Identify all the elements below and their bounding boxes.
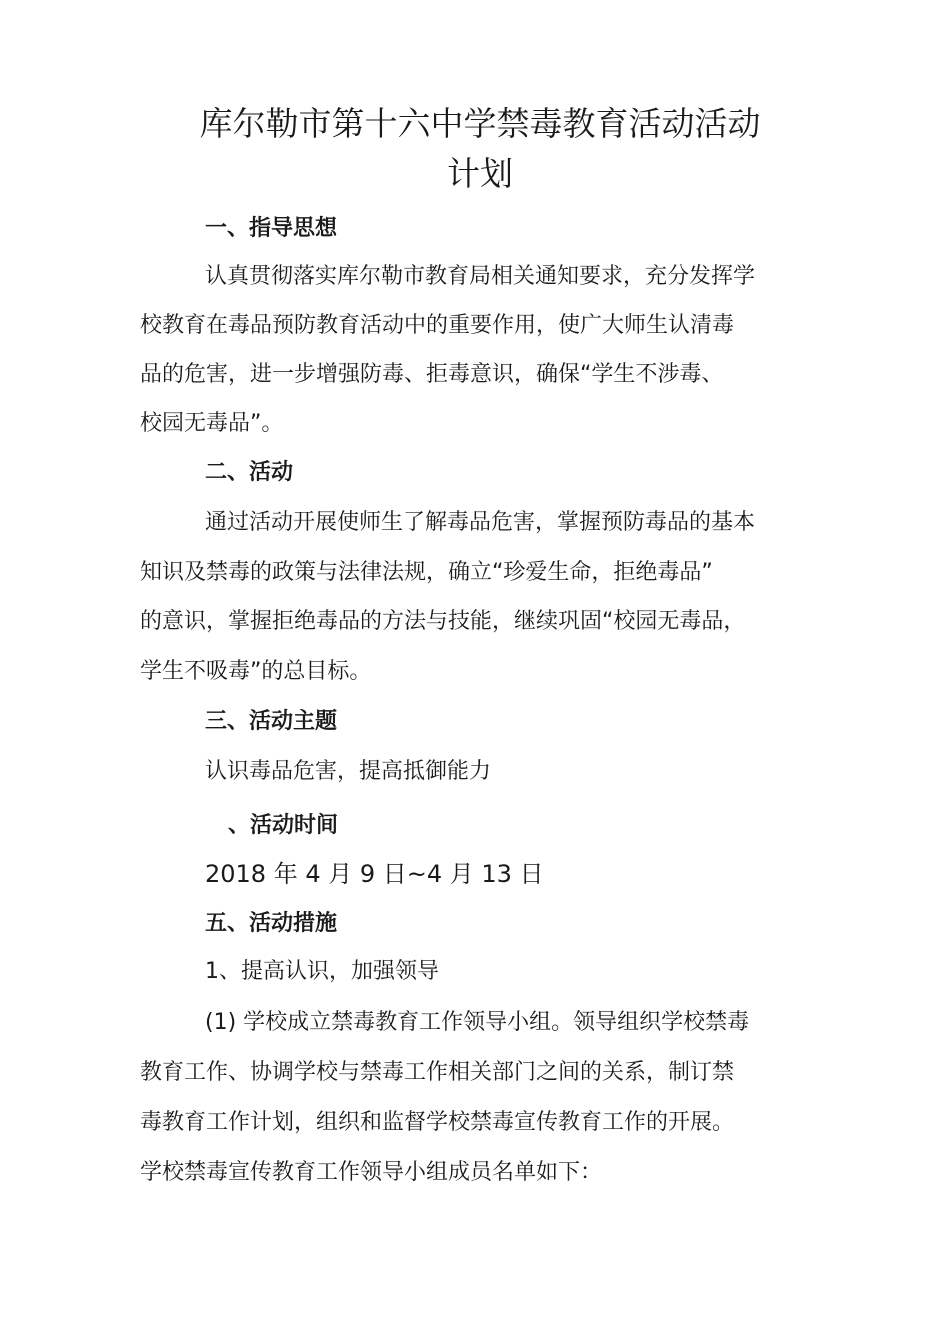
section-5-paragraph-line: 学校禁毒宣传教育工作领导小组成员名单如下： xyxy=(140,1160,603,1185)
section-2-paragraph-line: 知识及禁毒的政策与法律法规，确立“珍爱生命，拒绝毒品” xyxy=(140,560,713,585)
section-1-paragraph-line: 品的危害，进一步增强防毒、拒毒意识，确保“学生不涉毒、 xyxy=(140,362,724,387)
section-4-heading: 、活动时间 xyxy=(228,813,339,838)
section-2-paragraph-line: 的意识，掌握拒绝毒品的方法与技能，继续巩固“校园无毒品， xyxy=(140,609,746,634)
section-1-paragraph-line: 校园无毒品”。 xyxy=(140,411,284,436)
section-3-text: 认识毒品危害，提高抵御能力 xyxy=(205,759,492,784)
section-5-paragraph-line: 教育工作、协调学校与禁毒工作相关部门之间的关系，制订禁 xyxy=(140,1060,735,1085)
section-1-paragraph-line: 认真贯彻落实库尔勒市教育局相关通知要求，充分发挥学 xyxy=(205,264,756,289)
section-1-heading: 一、指导思想 xyxy=(205,216,338,241)
section-1-paragraph-line: 校教育在毒品预防教育活动中的重要作用，使广大师生认清毒 xyxy=(140,313,735,338)
document-title-line-2: 计划 xyxy=(447,154,513,193)
section-3-heading: 三、活动主题 xyxy=(205,709,338,734)
section-5-paragraph-line: (1) 学校成立禁毒教育工作领导小组。领导组织学校禁毒 xyxy=(205,1010,750,1035)
section-5-subheading: 1、提高认识，加强领导 xyxy=(205,959,439,984)
document-title-line-1: 库尔勒市第十六中学禁毒教育活动活动 xyxy=(199,104,761,143)
section-5-paragraph-line: 毒教育工作计划，组织和监督学校禁毒宣传教育工作的开展。 xyxy=(140,1110,735,1135)
section-2-paragraph-line: 学生不吸毒”的总目标。 xyxy=(140,659,372,684)
section-2-heading: 二、活动 xyxy=(205,460,294,485)
section-5-heading: 五、活动措施 xyxy=(205,911,338,936)
section-2-paragraph-line: 通过活动开展使师生了解毒品危害，掌握预防毒品的基本 xyxy=(205,510,756,535)
section-4-date-range: 2018 年 4 月 9 日~4 月 13 日 xyxy=(205,860,544,888)
